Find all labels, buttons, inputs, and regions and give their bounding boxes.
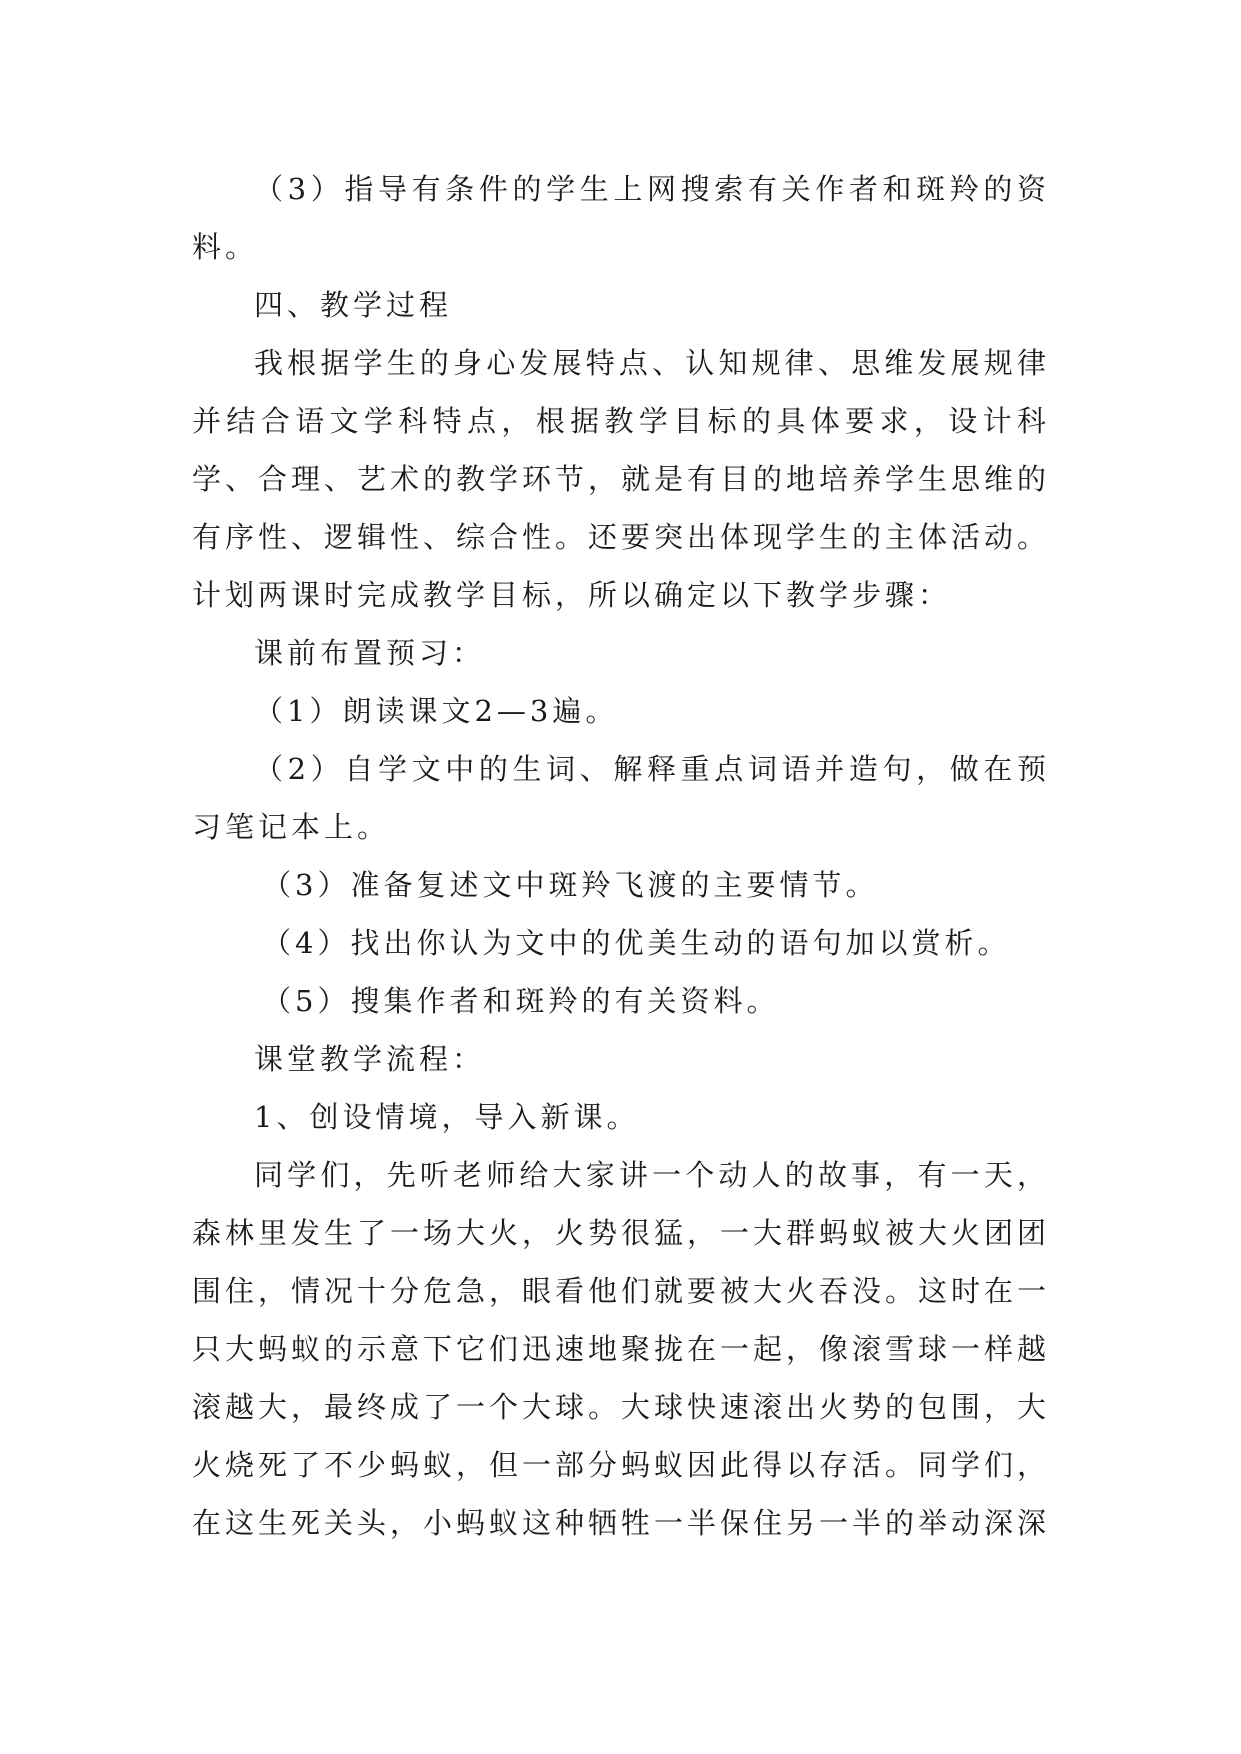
subheading-preview-assignment: 课前布置预习： xyxy=(254,636,486,670)
document-body xyxy=(192,160,1050,1552)
step-1-heading: 1、创设情境，导入新课。 xyxy=(254,1100,640,1134)
section-heading-teaching-process: 四、教学过程 xyxy=(254,288,453,322)
paragraph-teaching-design: 我根据学生的身心发展特点、认知规律、思维发展规律并结合语文学科特点，根据教学目标的具体要求，设计科学、合理、艺术的教学环节，就是有目的地培养学生思维的有序性、逻辑性、综合性。还要突出体现学生的主体活动。计划两课时完成教学目标，所以确定以下教学步骤： xyxy=(192,346,1051,612)
paragraph-prep-item-3: （3）指导有条件的学生上网搜索有关作者和斑羚的资料。 xyxy=(192,172,1050,264)
subheading-classroom-flow: 课堂教学流程： xyxy=(254,1042,486,1076)
preview-item-1: （1）朗读课文2—3遍。 xyxy=(254,694,619,728)
preview-item-3: （3）准备复述文中斑羚飞渡的主要情节。 xyxy=(262,868,879,902)
paragraph-ant-story: 同学们，先听老师给大家讲一个动人的故事，有一天，森林里发生了一场大火，火势很猛，一大群蚂蚁被大火团团围住，情况十分危急，眼看他们就要被大火吞没。这时在一只大蚂蚁的示意下它们迅速地聚拢在一起，像滚雪球一样越滚越大，最终成了一个大球。大球快速滚出火势的包围，大火烧死了不少蚂蚁，但一部分蚂蚁因此得以存活。同学们，在这生死关头，小蚂蚁这种牺牲一半保住另一半的举动深深 xyxy=(192,1158,1051,1540)
preview-item-5: （5）搜集作者和斑羚的有关资料。 xyxy=(262,984,780,1018)
preview-item-2: （2）自学文中的生词、解释重点词语并造句，做在预习笔记本上。 xyxy=(192,752,1050,844)
preview-item-4: （4）找出你认为文中的优美生动的语句加以赏析。 xyxy=(262,926,1011,960)
